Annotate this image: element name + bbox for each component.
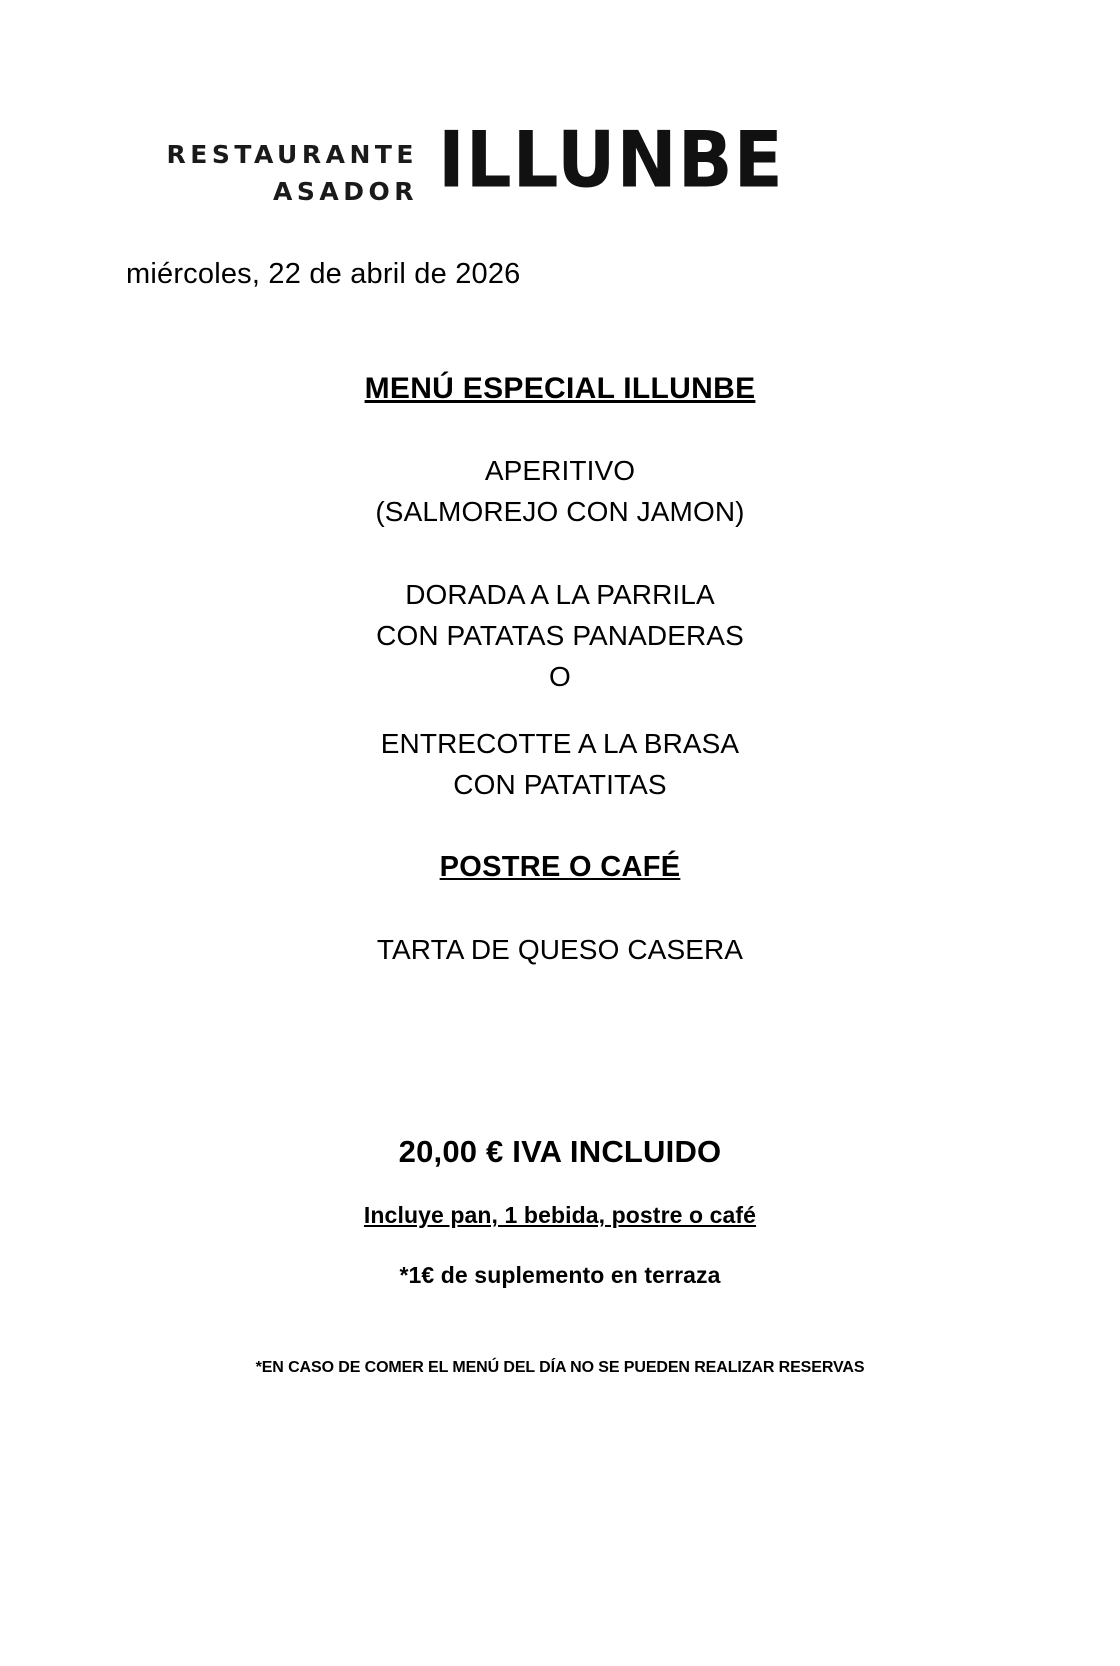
reservation-footnote: *EN CASO DE COMER EL MENÚ DEL DÍA NO SE PUEDEN REALIZAR RESERVAS (255, 1359, 865, 1376)
spacer (0, 1292, 1120, 1356)
dessert-heading: POSTRE O CAFÉ (439, 851, 681, 883)
spacer (0, 1172, 1120, 1198)
spacer (0, 532, 1120, 574)
logo-text-block (138, 136, 418, 210)
course-separator: O (549, 661, 571, 692)
menu-content (0, 370, 1120, 1380)
logo-line-restaurante: RESTAURANTE (166, 140, 418, 169)
main-course-2-line-1: ENTRECOTTE A LA BRASA (380, 728, 740, 759)
main-course-1-line-1: DORADA A LA PARRILA (405, 579, 715, 610)
logo-wordmark-illunbe: ILLUNBE (438, 114, 784, 205)
spacer (0, 408, 1120, 450)
document-date: miércoles, 22 de abril de 2026 (126, 258, 521, 290)
menu-title: MENÚ ESPECIAL ILLUNBE (364, 372, 756, 405)
spacer (0, 697, 1120, 723)
logo-line-asador: ASADOR (273, 177, 418, 206)
aperitivo-label: APERITIVO (484, 455, 636, 486)
aperitivo-detail: (SALMOREJO CON JAMON) (375, 496, 745, 527)
spacer (0, 1090, 1120, 1132)
terrace-supplement-note: *1€ de suplemento en terraza (399, 1262, 721, 1288)
restaurant-logo (138, 114, 838, 228)
dessert-item: TARTA DE QUESO CASERA (376, 934, 744, 965)
menu-includes-note: Incluye pan, 1 bebida, postre o café (363, 1202, 757, 1228)
spacer (0, 887, 1120, 929)
spacer (0, 1232, 1120, 1258)
main-course-1-line-2: CON PATATAS PANADERAS (376, 620, 744, 651)
spacer (0, 970, 1120, 1090)
menu-price: 20,00 € IVA INCLUIDO (398, 1134, 722, 1169)
main-course-2-line-2: CON PATATITAS (453, 769, 667, 800)
spacer (0, 805, 1120, 847)
